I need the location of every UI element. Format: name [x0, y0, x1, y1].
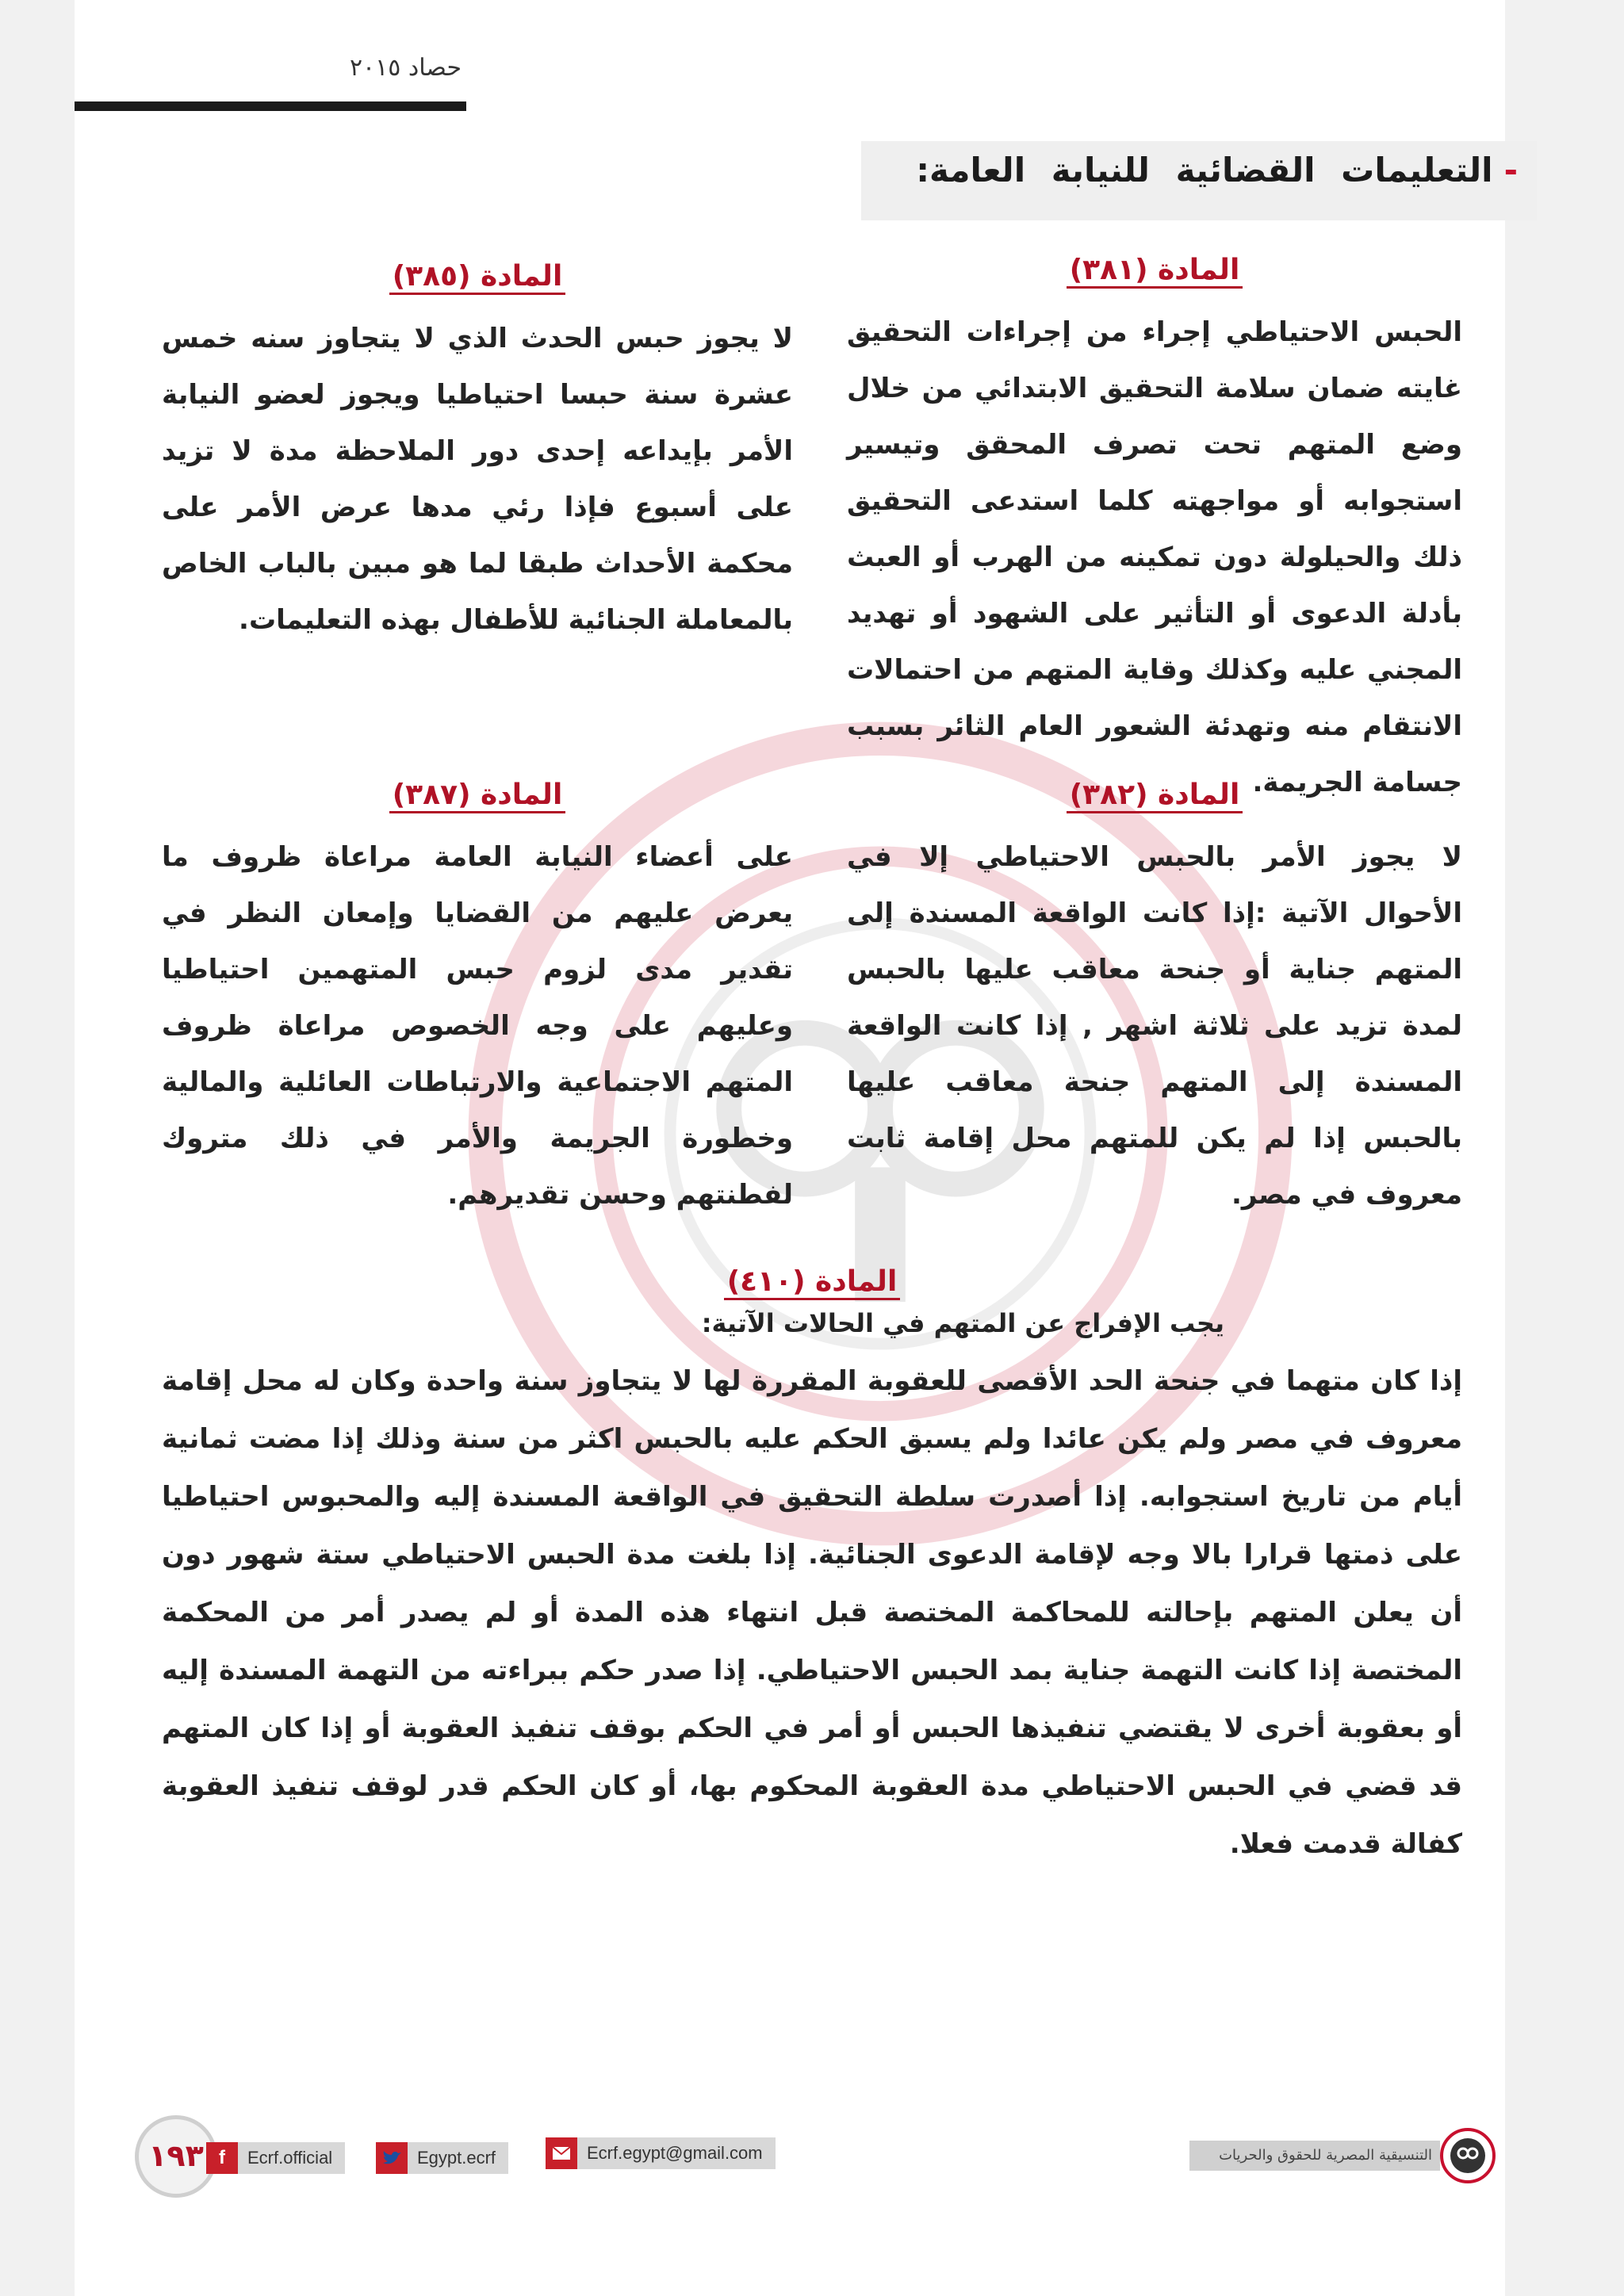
article-387-title: المادة (٣٨٧): [389, 779, 566, 813]
article-385-title: المادة (٣٨٥): [389, 260, 566, 295]
article-387: [162, 777, 793, 1223]
header-title: حصاد ٢٠١٥: [349, 54, 462, 82]
article-381-body: الحبس الاحتياطي إجراء من إجراءات التحقيق غايته ضمان سلامة التحقيق الابتدائي من خلال وضع المتهم تحت تصرف المحقق وتيسير استجوابه أو مواجهته كلما استدعى التحقيق ذلك والحيلولة دون تمكينه من الهرب أو العبث بأدلة الدعوى أو التأثير على الشهود أو تهديد المجني عليه وكذلك وقاية المتهم من احتمالات الانتقام منه وتهدئة الشعور العام الثائر بسبب جسامة الجريمة.: [847, 316, 1462, 798]
article-410: [162, 1264, 1462, 1873]
article-410-body: إذا كان متهما في جنحة الحد الأقصى للعقوبة المقررة لها لا يتجاوز سنة واحدة وكان له محل إقامة معروف في مصر ولم يكن عائدا ولم يسبق الحكم عليه بالحبس اكثر من سنة وذلك إذا مضت ثمانية أيام من تاريخ استجوابه. إذا أصدرت سلطة التحقيق في الواقعة المسندة إليه والمحبوس احتياطيا على ذمتها قرارا بالا وجه لإقامة الدعوى الجنائية. إذا بلغت مدة الحبس الاحتياطي ستة شهور دون أن يعلن المتهم بإحالته للمحاكمة المختصة قبل انتهاء هذه المدة أو لم يصدر أمر من المحكمة المختصة إذا كانت التهمة جناية بمد الحبس الاحتياطي. إذا صدر حكم ببراءته من التهمة المسندة إليه أو بعقوبة أخرى لا يقتضي تنفيذها الحبس أو أمر في الحكم بوقف تنفيذ العقوبة أو إذا كان المتهم قد قضي في الحبس الاحتياطي مدة العقوبة المحكوم بها، أو كان الحكم قدر لوقف تنفيذ العقوبة كفالة قدمت فعلا.: [162, 1365, 1462, 1860]
facebook-link[interactable]: [206, 2142, 345, 2174]
heading-dash: -: [1503, 151, 1518, 189]
organization-logo-icon: [1440, 2128, 1496, 2183]
organization-name: التنسيقية المصرية للحقوق والحريات: [1189, 2141, 1440, 2171]
section-heading: [861, 141, 1537, 220]
article-410-title: المادة (٤١٠): [724, 1265, 901, 1300]
article-382-title: المادة (٣٨٢): [1067, 779, 1243, 813]
article-381-title: المادة (٣٨١): [1067, 254, 1243, 289]
twitter-link[interactable]: [376, 2142, 508, 2174]
twitter-label: Egypt.ecrf: [417, 2148, 496, 2168]
header-rule: [75, 101, 466, 111]
document-page: [75, 0, 1518, 2296]
envelope-icon: [546, 2137, 577, 2169]
article-382: [847, 777, 1462, 1223]
article-381: [847, 252, 1462, 811]
facebook-icon: f: [206, 2142, 238, 2174]
facebook-label: Ecrf.official: [247, 2148, 333, 2168]
email-label: Ecrf.egypt@gmail.com: [587, 2143, 763, 2163]
article-382-body: لا يجوز الأمر بالحبس الاحتياطي إلا في الأحوال الآتية :إذا كانت الواقعة المسندة إلى المتهم جناية أو جنحة معاقب عليها بالحبس لمدة تزيد على ثلاثة اشهر , إذا كانت الواقعة المسندة إلى المتهم جنحة معاقب عليها بالحبس إذا لم يكن للمتهم محل إقامة ثابت معروف في مصر.: [847, 841, 1462, 1211]
email-link[interactable]: [546, 2137, 776, 2169]
article-385-body: لا يجوز حبس الحدث الذي لا يتجاوز سنه خمس عشرة سنة حبسا احتياطيا ويجوز لعضو النيابة الأمر بإيداعه إحدى دور الملاحظة مدة لا تزيد على أسبوع فإذا رئي مدها عرض الأمر على محكمة الأحداث طبقا لما هو مبين بالباب الخاص بالمعاملة الجنائية للأطفال بهذه التعليمات.: [162, 323, 793, 636]
page-number: ١٩٣: [135, 2115, 217, 2198]
article-385: [162, 258, 793, 649]
article-410-intro: يجب الإفراج عن المتهم في الحالات الآتية:: [701, 1308, 1224, 1338]
article-387-body: على أعضاء النيابة العامة مراعاة ظروف ما يعرض عليهم من القضايا وإمعان النظر في تقدير مدى لزوم حبس المتهمين احتياطيا وعليهم على وجه الخصوص مراعاة ظروف المتهم الاجتماعية والارتباطات العائلية والمالية وخطورة الجريمة والأمر في ذلك متروك لفطنتهم وحسن تقديرهم.: [162, 841, 793, 1211]
twitter-bird-icon: [376, 2142, 408, 2174]
heading-text: التعليمات القضائية للنيابة العامة:: [916, 151, 1493, 189]
